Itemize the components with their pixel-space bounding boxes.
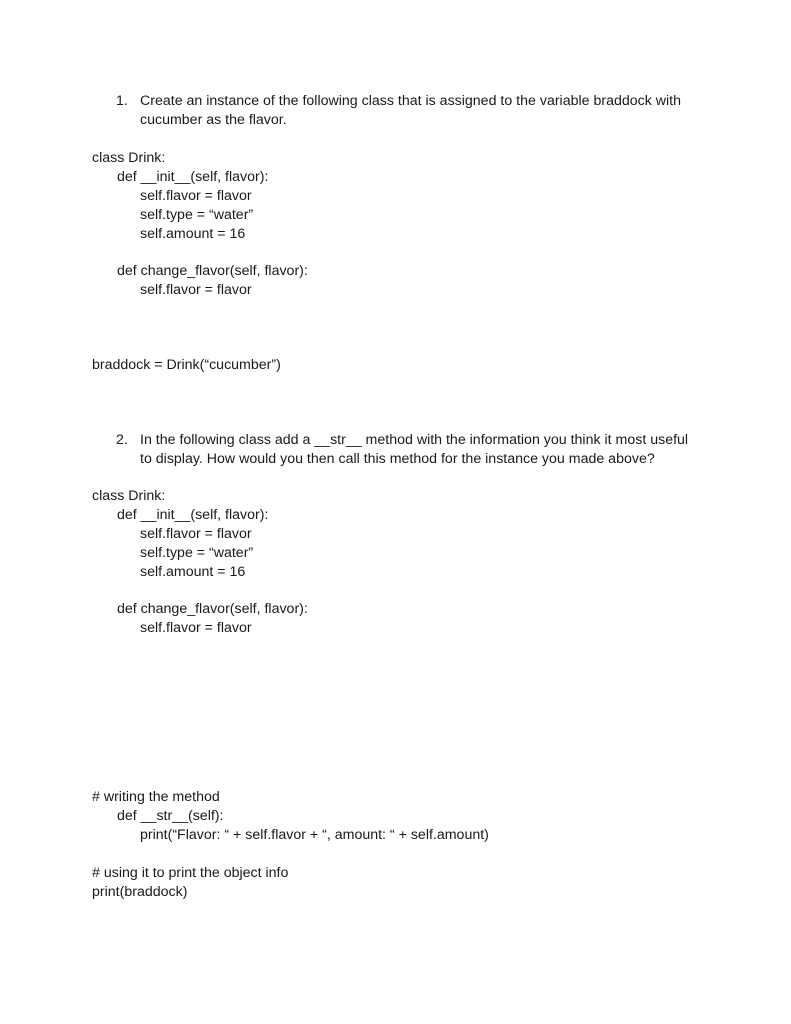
question-1-text-line-1: Create an instance of the following class that is assigned to the variable braddock with: [140, 93, 682, 109]
code-2-line-3: self.flavor = flavor: [140, 526, 252, 542]
code-2-line-5: self.amount = 16: [140, 564, 246, 580]
code-2-line-6: def change_flavor(self, flavor):: [117, 601, 308, 617]
answer-1: braddock = Drink(“cucumber”): [92, 357, 281, 373]
code-2-line-7: self.flavor = flavor: [140, 620, 252, 636]
code-1-line-7: self.flavor = flavor: [140, 282, 252, 298]
question-1-number: 1.: [116, 93, 128, 109]
code-1-line-2: def __init__(self, flavor):: [117, 169, 269, 185]
code-1-line-6: def change_flavor(self, flavor):: [117, 263, 308, 279]
answer-2-def-line: def __str__(self):: [117, 808, 224, 824]
code-2-line-4: self.type = “water”: [140, 545, 254, 561]
answer-2-comment-2: # using it to print the object info: [92, 865, 289, 881]
answer-2-call-line: print(braddock): [92, 884, 188, 900]
code-1-line-3: self.flavor = flavor: [140, 188, 252, 204]
question-2-number: 2.: [116, 432, 128, 448]
question-2-text-line-2: to display. How would you then call this method for the instance you made above?: [140, 451, 655, 467]
code-1-line-4: self.type = “water”: [140, 207, 254, 223]
question-2-text-line-1: In the following class add a __str__ method with the information you think it most useful: [140, 432, 689, 448]
answer-2-comment-1: # writing the method: [92, 789, 220, 805]
answer-2-print-line: print(“Flavor: “ + self.flavor + “, amount: “ + self.amount): [140, 827, 489, 843]
code-2-line-1: class Drink:: [92, 488, 166, 504]
code-1-line-5: self.amount = 16: [140, 226, 246, 242]
question-1-text-line-2: cucumber as the flavor.: [140, 112, 287, 128]
code-1-line-1: class Drink:: [92, 150, 166, 166]
code-2-line-2: def __init__(self, flavor):: [117, 507, 269, 523]
